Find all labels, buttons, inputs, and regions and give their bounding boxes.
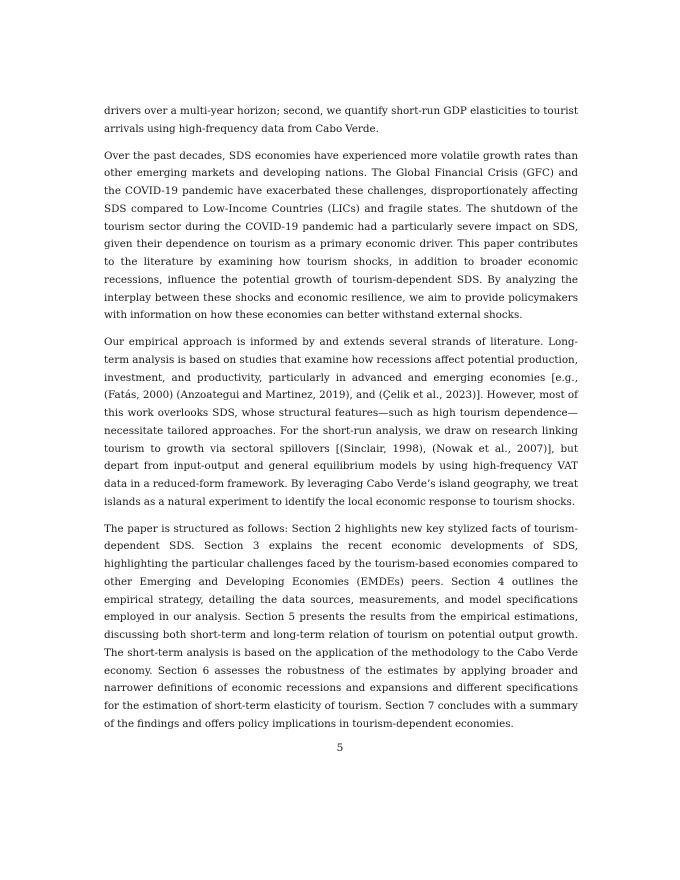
paragraph-empirical-approach: Our empirical approach is informed by and extends several strands of literature. Long-term analysis is based on studies that examine how recessions affect potential production, investment, and productivity, particularly in advanced and emerging economies [e.g., (Fatás, 2000) (Anzoategui and Martinez, 2019), and (Çelik et al., 2023)]. However, most of this work overlooks SDS, whose structural features—such as high tourism dependence—necessitate tailored approaches. For the short-run analysis, we draw on research linking tourism to growth via sectoral spillovers [(Sinclair, 1998), (Nowak et al., 2007)], but depart from input-output and general equilibrium models by using high-frequency VAT data in a reduced-form framework. By leveraging Cabo Verde’s island geography, we treat islands as a natural experiment to identify the local economic response to tourism shocks. xyxy=(104,336,578,508)
paragraph-sds-volatility: Over the past decades, SDS economies have experienced more volatile growth rates than other emerging markets and developing nations. The Global Financial Crisis (GFC) and the COVID-19 pandemic have exacerbated these challenges, disproportionately affecting SDS compared to Low-Income Countries (LICs) and fragile states. The shutdown of the tourism sector during the COVID-19 pandemic had a particularly severe impact on SDS, given their dependence on tourism as a primary economic driver. This paper contributes to the literature by examining how tourism shocks, in addition to broader economic recessions, influence the potential growth of tourism-dependent SDS. By analyzing the interplay between these shocks and economic resilience, we aim to provide policymakers with information on how these economies can better withstand external shocks. xyxy=(104,149,578,322)
paragraph-paper-structure: The paper is structured as follows: Section 2 highlights new key stylized facts of tourism-dependent SDS. Section 3 explains the recent economic developments of SDS, highlighting the particular challenges faced by the tourism-based economies compared to other Emerging and Developing Economies (EMDEs) peers. Section 4 outlines the empirical strategy, detailing the data sources, measurements, and model specifications employed in our analysis. Section 5 presents the results from the empirical estimations, discussing both short-term and long-term relation of tourism on potential output growth. The short-term analysis is based on the application of the methodology to the Cabo Verde economy. Section 6 assesses the robustness of the estimates by applying broader and narrower definitions of economic recessions and expansions and different specifications for the estimation of short-term elasticity of tourism. Section 7 concludes with a summary of the findings and offers policy implications in tourism-dependent economies. xyxy=(104,522,578,730)
page-number: 5 xyxy=(336,742,344,754)
paragraph-continuation: drivers over a multi-year horizon; second, we quantify short-run GDP elasticities to tourist arrivals using high-frequency data from Cabo Verde. xyxy=(104,105,578,135)
body-text xyxy=(104,103,578,743)
